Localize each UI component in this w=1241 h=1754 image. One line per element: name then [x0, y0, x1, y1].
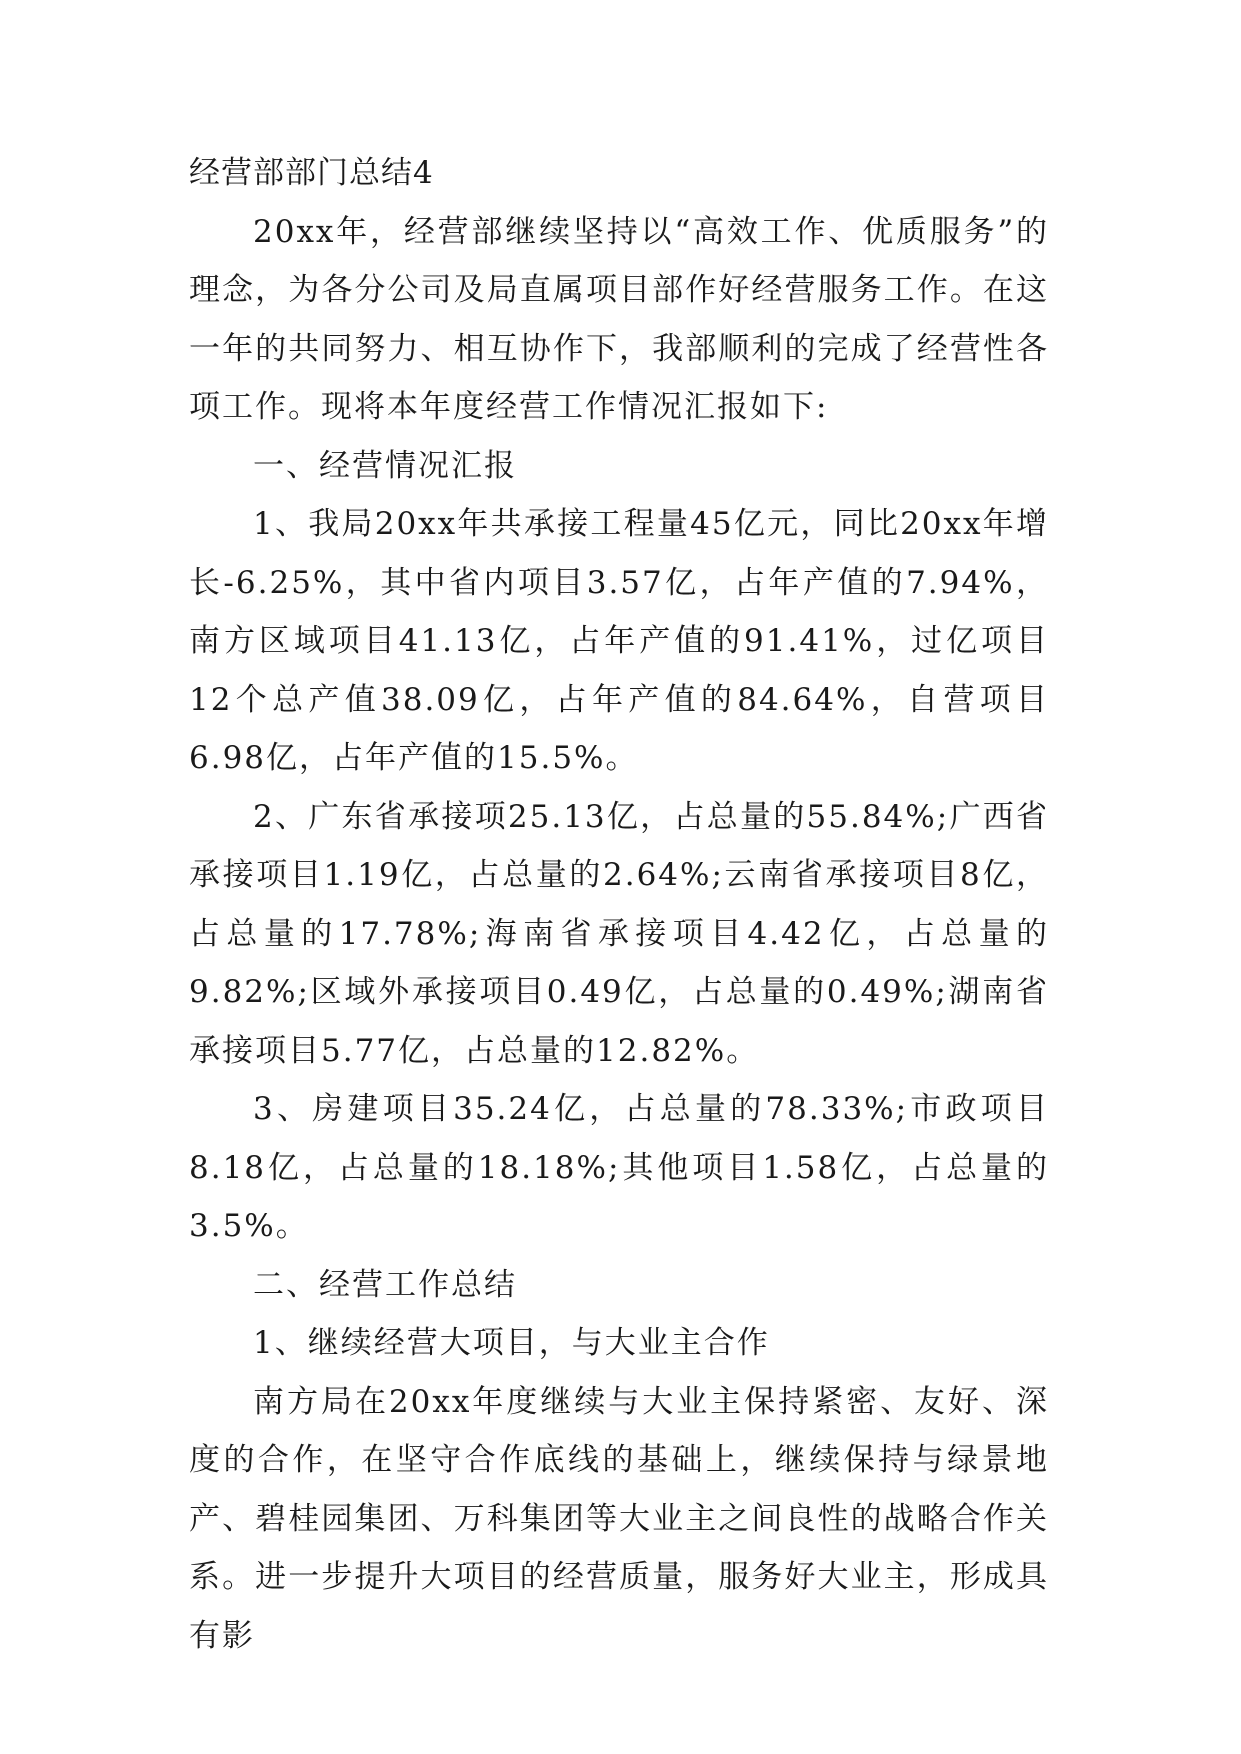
paragraph-volume: 1、我局20xx年共承接工程量45亿元，同比20xx年增长-6.25%，其中省内项目3.57亿，占年产值的7.94%，南方区域项目41.13亿，占年产值的91.41%，过亿项目12个总产值38.09亿，占年产值的84.64%，自营项目6.98亿，占年产值的15.5%。	[189, 506, 1049, 776]
subsection-heading-1: 1、继续经营大项目，与大业主合作	[253, 1325, 770, 1361]
paragraph-cooperation: 南方局在20xx年度继续与大业主保持紧密、友好、深度的合作，在坚守合作底线的基础上，继续保持与绿景地产、碧桂园集团、万科集团等大业主之间良性的战略合作关系。进一步提升大项目的经营质量，服务好大业主，形成具有影	[189, 1383, 1049, 1654]
document-body	[189, 144, 1049, 1665]
document-title: 经营部部门总结4	[189, 155, 434, 191]
section-heading-2: 二、经营工作总结	[253, 1266, 517, 1303]
paragraph-intro: 20xx年，经营部继续坚持以“高效工作、优质服务”的理念，为各分公司及局直属项目部作好经营服务工作。在这一年的共同努力、相互协作下，我部顺利的完成了经营性各项工作。现将本年度经营工作情况汇报如下:	[189, 213, 1049, 425]
paragraph-provinces: 2、广东省承接项25.13亿，占总量的55.84%;广西省承接项目1.19亿，占总量的2.64%;云南省承接项目8亿，占总量的17.78%;海南省承接项目4.42亿，占总量的9.82%;区域外承接项目0.49亿，占总量的0.49%;湖南省承接项目5.77亿，占总量的12.82%。	[189, 798, 1049, 1069]
paragraph-project-types: 3、房建项目35.24亿，占总量的78.33%;市政项目8.18亿，占总量的18.18%;其他项目1.58亿，占总量的3.5%。	[189, 1091, 1049, 1244]
section-heading-1: 一、经营情况汇报	[253, 447, 517, 484]
